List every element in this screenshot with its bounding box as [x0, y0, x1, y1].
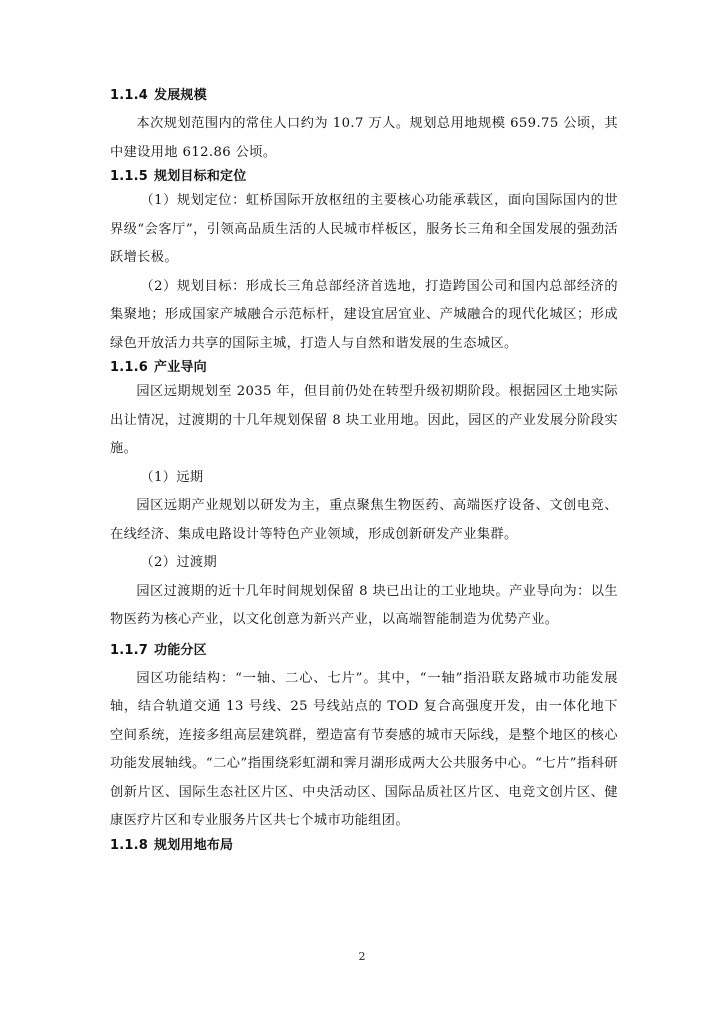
paragraph: 园区过渡期的近十几年时间规划保留 8 块已出让的工业地块。产业导向为：以生物医药为核心产业，以文化创意为新兴产业，以高端智能制造为优势产业。: [110, 583, 618, 627]
paragraph: 园区远期产业规划以研发为主，重点聚焦生物医药、高端医疗设备、文创电竞、在线经济、集成电路设计等特色产业领域，形成创新研发产业集群。: [110, 498, 618, 542]
section-heading-1-1-8: [110, 836, 618, 856]
paragraph: （2）规划目标：形成长三角总部经济首选地，打造跨国公司和国内总部经济的集聚地；形成国家产城融合示范标杆，建设宜居宜业、产城融合的现代化城区；形成绿色开放活力共享的国际主城，打造人与自然和谐发展的生态城区。: [110, 278, 618, 351]
section-heading-1-1-7: [110, 641, 618, 661]
section-heading-1-1-6: [110, 358, 618, 378]
sub-heading: （1）远期: [140, 469, 204, 485]
section-number: 1.1.7: [110, 642, 149, 658]
page-number: 2: [358, 950, 366, 963]
paragraph: 园区远期规划至 2035 年，但目前仍处在转型升级初期阶段。根据园区土地实际出让情况，过渡期的十几年规划保留 8 块工业用地。因此，园区的产业发展分阶段实施。: [110, 384, 618, 456]
paragraph: （1）规划定位：虹桥国际开放枢纽的主要核心功能承载区，面向国际国内的世界级“会客厅”，引领高品质生活的人民城市样板区，服务长三角和全国发展的强劲活跃增长极。: [110, 193, 618, 265]
section-title: 规划用地布局: [154, 837, 234, 853]
sub-heading: （2）过渡期: [140, 555, 218, 570]
section-title: 规划目标和定位: [154, 169, 247, 184]
section-title: 功能分区: [154, 642, 207, 658]
section-title: 发展规模: [154, 88, 207, 103]
section-number: 1.1.8: [110, 837, 149, 853]
section-number: 1.1.4: [110, 88, 149, 103]
paragraph: 本次规划范围内的常住人口约为 10.7 万人。规划总用地规模 659.75 公顷，其中建设用地 612.86 公顷。: [110, 116, 618, 160]
section-number: 1.1.6: [110, 360, 149, 375]
section-title: 产业导向: [154, 360, 207, 375]
section-heading-1-1-5: [110, 167, 618, 187]
section-heading-1-1-4: [110, 86, 618, 106]
section-number: 1.1.5: [110, 169, 149, 184]
page-content: [110, 86, 618, 856]
paragraph: 园区功能结构：“一轴、二心、七片”。其中，“一轴”指沿联友路城市功能发展轴，结合轨道交通 13 号线、25 号线站点的 TOD 复合高强度开发，由一体化地下空间系统，连接多组高层建筑群，塑造富有节奏感的城市天际线，是整个地区的核心功能发展轴线。“二心”指围绕彩虹湖和霁月湖形成两大公共服务中心。“七片”指科研创新片区、国际生态社区片区、中央活动区、国际品质社区片区、电竞文创片区、健康医疗片区和专业服务片区共七个城市功能组团。: [110, 670, 618, 828]
